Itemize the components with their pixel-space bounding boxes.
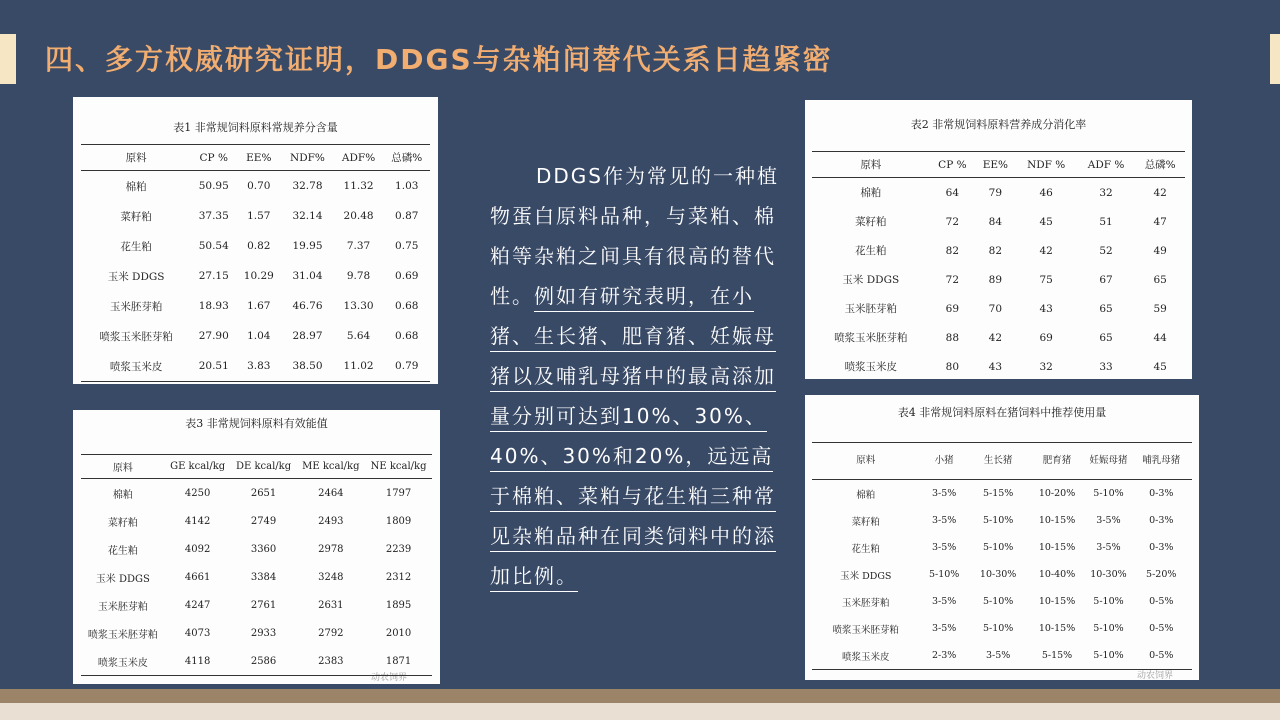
column-header: 肥育猪: [1028, 443, 1087, 480]
column-header: DE kcal/kg: [231, 455, 297, 479]
value-cell: 4661: [184, 571, 211, 583]
value-cell: 5-10%: [982, 623, 1014, 634]
value-cell: 2312: [385, 571, 412, 583]
row-label-cell: 玉米胚芽粕: [109, 300, 163, 313]
value-cell: 10-30%: [1090, 569, 1127, 580]
value-cell: 4142: [184, 515, 211, 527]
value-cell: 43: [1039, 302, 1053, 315]
column-header: 原料: [812, 443, 920, 480]
value-cell: 10-15%: [1038, 542, 1076, 553]
row-label-cell: 玉米胚芽粕: [844, 303, 898, 315]
row-label-cell: 棉粕: [112, 489, 133, 501]
table-row: [812, 507, 1192, 534]
row-label-cell: 玉米胚芽粕: [97, 601, 148, 613]
table-row: [81, 171, 430, 202]
value-cell: 5-20%: [1146, 569, 1177, 580]
value-cell: 5-15%: [1028, 642, 1087, 670]
table-row: [81, 351, 430, 382]
slide-title: 四、多方权威研究证明，DDGS与杂粕间替代关系日趋紧密: [45, 43, 833, 76]
table-row: [81, 231, 430, 261]
row-label-cell: 花生粕: [851, 543, 881, 555]
table-row: [812, 323, 1185, 352]
value-cell: 10-15%: [1038, 515, 1076, 526]
value-cell: 0.75: [395, 240, 419, 252]
value-cell: 3.83: [236, 351, 281, 382]
table-row: [812, 178, 1185, 208]
value-cell: 5-10%: [1093, 623, 1124, 634]
value-cell: 11.02: [334, 351, 384, 382]
value-cell: 20.48: [343, 210, 374, 222]
column-header: 原料: [812, 152, 930, 178]
value-cell: 10-15%: [1038, 596, 1076, 607]
column-header: CP %: [930, 152, 975, 178]
value-cell: 10-15%: [1038, 623, 1076, 634]
body-paragraph: [490, 156, 790, 596]
table4-caption: 表4 非常规饲料原料在猪饲料中推荐使用量: [897, 406, 1107, 419]
table-row: [812, 352, 1185, 379]
value-cell: 2383: [297, 647, 366, 676]
value-cell: 19.95: [292, 240, 323, 252]
value-cell: 20.51: [191, 351, 236, 382]
column-header: NDF %: [1016, 152, 1077, 178]
value-cell: 75: [1039, 273, 1053, 286]
body-text-underlined: 例如有研究表明，在小猪、生长猪、肥育猪、妊娠母猪以及哺乳母猪中的最高添加量分别可达到10%、30%、40%、30%和20%，远远高于棉粕、菜粕与花生粕三种常见杂粕品种在同类饲料中的添加比例。: [490, 284, 776, 592]
value-cell: 32.14: [292, 210, 323, 222]
value-cell: 49: [1153, 244, 1167, 257]
table3-grid: [81, 454, 432, 676]
value-cell: 2493: [318, 515, 344, 527]
table-row: [812, 615, 1192, 642]
row-label-cell: 玉米 DDGS: [107, 270, 165, 283]
row-label-cell: 玉米 DDGS: [840, 570, 892, 582]
value-cell: 27.90: [198, 330, 229, 342]
value-cell: 11.32: [343, 180, 374, 192]
value-cell: 5.64: [346, 330, 371, 342]
value-cell: 38.50: [281, 351, 333, 382]
table1-caption: 表1 非常规饲料原料常规养分含量: [173, 121, 338, 134]
value-cell: 3-5%: [931, 542, 957, 553]
value-cell: 4247: [184, 599, 211, 611]
value-cell: 3-5%: [931, 623, 957, 634]
value-cell: 88: [945, 331, 960, 344]
table-row: [812, 642, 1192, 670]
table-row: [812, 236, 1185, 265]
column-header: NE kcal/kg: [365, 455, 432, 479]
value-cell: 59: [1153, 302, 1167, 315]
value-cell: 37.35: [198, 210, 229, 222]
table1-grid: [81, 144, 430, 382]
value-cell: 45: [1135, 352, 1185, 379]
value-cell: 3360: [250, 543, 277, 555]
value-cell: 32: [1016, 352, 1077, 379]
value-cell: 0.68: [395, 300, 419, 312]
value-cell: 79: [988, 186, 1003, 199]
value-cell: 2464: [318, 487, 344, 499]
value-cell: 28.97: [292, 330, 323, 342]
value-cell: 10-40%: [1038, 569, 1076, 580]
table-row: [81, 507, 432, 535]
table2-grid: [812, 151, 1185, 379]
row-label-cell: 棉粕: [856, 489, 876, 501]
table-row: [812, 588, 1192, 615]
value-cell: 7.37: [346, 240, 371, 252]
row-label-cell: 菜籽粕: [107, 517, 138, 529]
value-cell: 32: [1099, 186, 1113, 199]
value-cell: 0.69: [395, 270, 419, 282]
table-header-row: [812, 152, 1185, 178]
row-label-cell: 喷浆玉米胚芽粕: [87, 629, 158, 641]
value-cell: 1.03: [395, 180, 419, 192]
row-label-cell: 花生粕: [855, 245, 887, 257]
value-cell: 84: [988, 215, 1003, 228]
table-header-row: [81, 455, 432, 479]
table-row: [81, 321, 430, 351]
value-cell: 2010: [385, 627, 412, 639]
row-label-cell: 喷浆玉米皮: [812, 352, 930, 379]
row-label-cell: 喷浆玉米皮: [812, 642, 920, 670]
table3-watermark: 动农饲界: [371, 673, 408, 683]
column-header: 总磷%: [383, 145, 430, 171]
value-cell: 45: [1039, 215, 1053, 228]
value-cell: 64: [945, 186, 960, 199]
value-cell: 3248: [318, 571, 344, 583]
row-label-cell: 菜籽粕: [120, 210, 152, 223]
table-row: [81, 479, 432, 508]
column-header: CP %: [191, 145, 236, 171]
table-header-row: [812, 443, 1192, 480]
table-header-row: [81, 145, 430, 171]
table-row: [812, 294, 1185, 323]
value-cell: 1.67: [247, 300, 271, 312]
value-cell: 0-5%: [1149, 596, 1174, 607]
footer-band-brown: [0, 689, 1280, 703]
value-cell: 0-3%: [1149, 542, 1174, 553]
value-cell: 2651: [250, 487, 277, 499]
value-cell: 2749: [250, 515, 277, 527]
table3-card: [73, 410, 440, 684]
value-cell: 67: [1099, 273, 1113, 286]
value-cell: 13.30: [343, 300, 374, 312]
value-cell: 3-5%: [969, 642, 1028, 670]
value-cell: 5-10%: [982, 596, 1014, 607]
value-cell: 0.70: [247, 180, 271, 192]
column-header: 小猪: [920, 443, 969, 480]
value-cell: 0.68: [395, 330, 419, 342]
value-cell: 4250: [184, 487, 211, 499]
row-label-cell: 喷浆玉米皮: [81, 351, 191, 382]
value-cell: 3-5%: [931, 488, 957, 499]
value-cell: 5-10%: [982, 515, 1014, 526]
table4-card: [805, 395, 1199, 680]
column-header: 总磷%: [1135, 152, 1185, 178]
value-cell: 0-5%: [1149, 623, 1174, 634]
table2-caption: 表2 非常规饲料原料营养成分消化率: [910, 118, 1087, 131]
value-cell: 43: [975, 352, 1016, 379]
row-label-cell: 玉米 DDGS: [95, 573, 150, 585]
row-label-cell: 喷浆玉米胚芽粕: [99, 330, 173, 343]
value-cell: 80: [930, 352, 975, 379]
value-cell: 5-10%: [1093, 488, 1124, 499]
table1-card: [73, 97, 438, 384]
column-header: 哺乳母猪: [1130, 443, 1192, 480]
value-cell: 31.04: [292, 270, 323, 282]
value-cell: 65: [1099, 302, 1113, 315]
value-cell: 50.95: [198, 180, 229, 192]
table-row: [812, 480, 1192, 508]
row-label-cell: 棉粕: [860, 187, 882, 199]
row-label-cell: 玉米胚芽粕: [842, 597, 890, 609]
column-header: NDF%: [281, 145, 333, 171]
value-cell: 1871: [365, 647, 432, 676]
value-cell: 2-3%: [920, 642, 969, 670]
value-cell: 65: [1099, 331, 1113, 344]
value-cell: 9.78: [346, 270, 371, 282]
table-row: [81, 291, 430, 321]
table-row: [812, 561, 1192, 588]
table3-caption: 表3 非常规饲料原料有效能值: [185, 417, 328, 430]
value-cell: 3-5%: [1096, 542, 1121, 553]
table-row: [81, 261, 430, 291]
row-label-cell: 喷浆玉米皮: [81, 647, 165, 676]
column-header: 妊娠母猪: [1086, 443, 1130, 480]
value-cell: 1.04: [247, 330, 271, 342]
value-cell: 0.87: [395, 210, 419, 222]
table4-grid: [812, 442, 1192, 670]
value-cell: 27.15: [198, 270, 229, 282]
value-cell: 10.29: [243, 270, 274, 282]
value-cell: 3-5%: [931, 515, 957, 526]
value-cell: 3-5%: [931, 596, 957, 607]
value-cell: 4092: [184, 543, 211, 555]
table4-watermark: 动农饲界: [1137, 671, 1174, 680]
value-cell: 5-10%: [928, 569, 960, 580]
value-cell: 1.57: [247, 210, 271, 222]
value-cell: 70: [988, 302, 1003, 315]
value-cell: 52: [1099, 244, 1113, 257]
title-accent-left: [0, 34, 16, 84]
column-header: ME kcal/kg: [297, 455, 366, 479]
value-cell: 2586: [231, 647, 297, 676]
value-cell: 82: [988, 244, 1003, 257]
value-cell: 10-30%: [979, 569, 1017, 580]
value-cell: 2631: [318, 599, 344, 611]
value-cell: 72: [945, 215, 960, 228]
value-cell: 50.54: [198, 240, 229, 252]
row-label-cell: 喷浆玉米胚芽粕: [832, 624, 900, 636]
row-label-cell: 菜籽粕: [851, 516, 881, 528]
row-label-cell: 花生粕: [107, 545, 138, 557]
value-cell: 82: [945, 244, 960, 257]
row-label-cell: 花生粕: [120, 240, 152, 253]
value-cell: 51: [1099, 215, 1113, 228]
value-cell: 3384: [250, 571, 277, 583]
column-header: 生长猪: [969, 443, 1028, 480]
body-text-plain: DDGS作为常见的一种植物蛋白原料品种，与菜粕、棉粕等杂粕之间具有很高的替代性。: [490, 164, 779, 308]
column-header: ADF%: [334, 145, 384, 171]
value-cell: 0-5%: [1130, 642, 1192, 670]
value-cell: 46.76: [292, 300, 323, 312]
value-cell: 1797: [385, 487, 412, 499]
table-row: [81, 647, 432, 676]
row-label-cell: 菜籽粕: [855, 216, 887, 228]
table2-card: [805, 100, 1192, 379]
value-cell: 0.79: [383, 351, 430, 382]
value-cell: 5-10%: [1093, 596, 1124, 607]
row-label-cell: 玉米 DDGS: [842, 274, 900, 286]
value-cell: 0.82: [247, 240, 271, 252]
table-row: [81, 535, 432, 563]
column-header: EE%: [975, 152, 1016, 178]
table-row: [81, 619, 432, 647]
value-cell: 32.78: [292, 180, 323, 192]
value-cell: 69: [1039, 331, 1053, 344]
value-cell: 42: [1153, 186, 1167, 199]
value-cell: 2978: [318, 543, 344, 555]
title-accent-right: [1270, 34, 1280, 84]
column-header: 原料: [81, 455, 165, 479]
value-cell: 42: [988, 331, 1003, 344]
value-cell: 4118: [165, 647, 231, 676]
value-cell: 5-10%: [1086, 642, 1130, 670]
value-cell: 89: [988, 273, 1003, 286]
value-cell: 5-15%: [982, 488, 1014, 499]
table-row: [81, 591, 432, 619]
column-header: ADF %: [1077, 152, 1136, 178]
value-cell: 42: [1039, 244, 1053, 257]
value-cell: 2933: [250, 627, 277, 639]
value-cell: 18.93: [198, 300, 229, 312]
value-cell: 2761: [250, 599, 277, 611]
value-cell: 2239: [385, 543, 412, 555]
value-cell: 65: [1153, 273, 1167, 286]
value-cell: 0-3%: [1149, 515, 1174, 526]
footer-band-cream: [0, 703, 1280, 720]
value-cell: 3-5%: [1096, 515, 1121, 526]
value-cell: 72: [945, 273, 960, 286]
row-label-cell: 棉粕: [125, 180, 147, 193]
row-label-cell: 喷浆玉米胚芽粕: [834, 332, 908, 344]
column-header: 原料: [81, 145, 191, 171]
table-row: [812, 534, 1192, 561]
value-cell: 47: [1153, 215, 1167, 228]
value-cell: 5-10%: [982, 542, 1014, 553]
value-cell: 46: [1039, 186, 1053, 199]
value-cell: 2792: [318, 627, 344, 639]
table-row: [81, 201, 430, 231]
table-row: [812, 265, 1185, 294]
value-cell: 44: [1153, 331, 1167, 344]
table-row: [812, 207, 1185, 236]
value-cell: 0-3%: [1149, 488, 1174, 499]
table-row: [81, 563, 432, 591]
value-cell: 33: [1077, 352, 1136, 379]
value-cell: 1809: [385, 515, 412, 527]
column-header: GE kcal/kg: [165, 455, 231, 479]
value-cell: 69: [945, 302, 960, 315]
value-cell: 4073: [184, 627, 211, 639]
value-cell: 10-20%: [1038, 488, 1076, 499]
value-cell: 1895: [385, 599, 412, 611]
column-header: EE%: [236, 145, 281, 171]
